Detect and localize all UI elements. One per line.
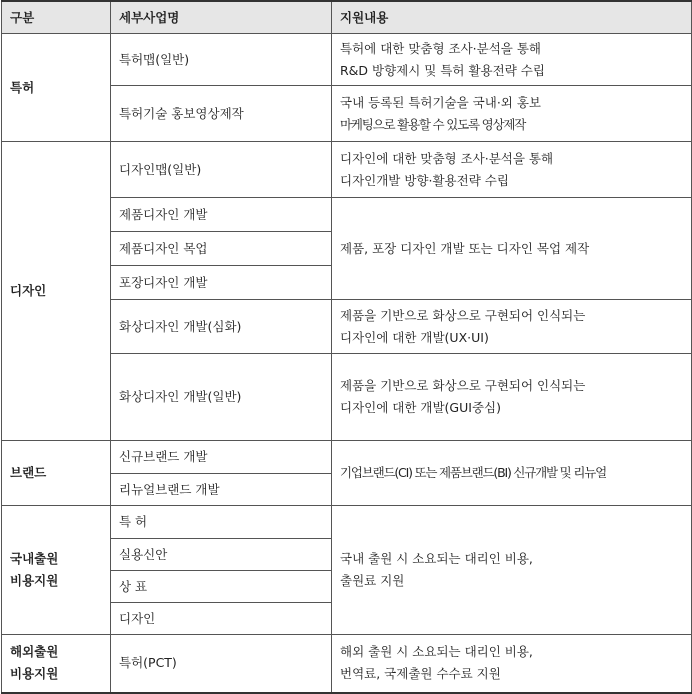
table-row [2, 34, 692, 86]
description-line: 디자인에 대한 맞춤형 조사·분석을 통해 [340, 150, 554, 166]
description-line: 디자인에 대한 개발(GUI중심) [340, 400, 501, 415]
program-name: 특 허 [111, 506, 332, 539]
support-description [332, 34, 692, 86]
program-name: 디자인맵(일반) [111, 142, 332, 198]
table-row [2, 506, 692, 539]
table-header-row [2, 1, 692, 34]
header-program-name: 세부사업명 [111, 1, 332, 34]
description-line: 특허에 대한 맞춤형 조사·분석을 통해 [340, 40, 541, 56]
category-domestic-filing [2, 506, 111, 635]
description-line: 제품, 포장 디자인 개발 또는 디자인 목업 제작 [340, 240, 590, 256]
category-label: 디자인 [10, 283, 47, 298]
program-name: 제품디자인 개발 [111, 198, 332, 232]
table-row [2, 441, 692, 474]
table-row [2, 142, 692, 198]
category-label: 비용지원 [10, 666, 59, 682]
program-name: 특허기술 홍보영상제작 [111, 86, 332, 142]
category-label: 브랜드 [10, 465, 47, 480]
description-line: 번역료, 국제출원 수수료 지원 [340, 666, 501, 682]
program-name: 신규브랜드 개발 [111, 441, 332, 474]
description-line: 디자인개발 방향·활용전략 수립 [340, 172, 509, 188]
description-line: 해외 출원 시 소요되는 대리인 비용, [340, 644, 533, 660]
program-name: 특허맵(일반) [111, 34, 332, 86]
table-row [2, 635, 692, 693]
program-name: 화상디자인 개발(심화) [111, 300, 332, 354]
support-description [332, 354, 692, 441]
category-brand [2, 441, 111, 506]
support-description [332, 635, 692, 693]
category-label: 해외출원 [10, 644, 59, 660]
support-description [332, 300, 692, 354]
category-design [2, 142, 111, 441]
header-category: 구분 [2, 1, 111, 34]
category-label: 국내출원 [10, 551, 59, 566]
description-line: R&D 방향제시 및 특허 활용전략 수립 [340, 62, 545, 78]
program-name: 상 표 [111, 571, 332, 603]
description-line: 제품을 기반으로 화상으로 구현되어 인식되는 [340, 378, 586, 393]
description-line: 마케팅으로 활용할 수 있도록 영상제작 [340, 116, 526, 132]
program-name: 리뉴얼브랜드 개발 [111, 474, 332, 506]
description-line: 출원료 지원 [340, 573, 405, 588]
program-name: 포장디자인 개발 [111, 266, 332, 300]
support-program-table [1, 0, 692, 694]
support-description [332, 441, 692, 506]
support-description [332, 142, 692, 198]
category-overseas-filing [2, 635, 111, 693]
support-description [332, 198, 692, 300]
program-name: 제품디자인 목업 [111, 232, 332, 266]
description-line: 국내 출원 시 소요되는 대리인 비용, [340, 551, 533, 566]
program-name: 특허(PCT) [111, 635, 332, 693]
program-name: 실용신안 [111, 539, 332, 571]
support-description [332, 86, 692, 142]
support-description [332, 506, 692, 635]
description-line: 국내 등록된 특허기술을 국내·외 홍보 [340, 94, 541, 110]
program-name: 화상디자인 개발(일반) [111, 354, 332, 441]
program-name: 디자인 [111, 603, 332, 635]
header-support-content: 지원내용 [332, 1, 692, 34]
category-label: 비용지원 [10, 573, 59, 588]
category-label: 특허 [10, 79, 35, 95]
description-line: 기업브랜드(CI) 또는 제품브랜드(BI) 신규개발 및 리뉴얼 [340, 465, 606, 480]
category-patent [2, 34, 111, 142]
description-line: 디자인에 대한 개발(UX·UI) [340, 329, 489, 345]
description-line: 제품을 기반으로 화상으로 구현되어 인식되는 [340, 307, 586, 323]
